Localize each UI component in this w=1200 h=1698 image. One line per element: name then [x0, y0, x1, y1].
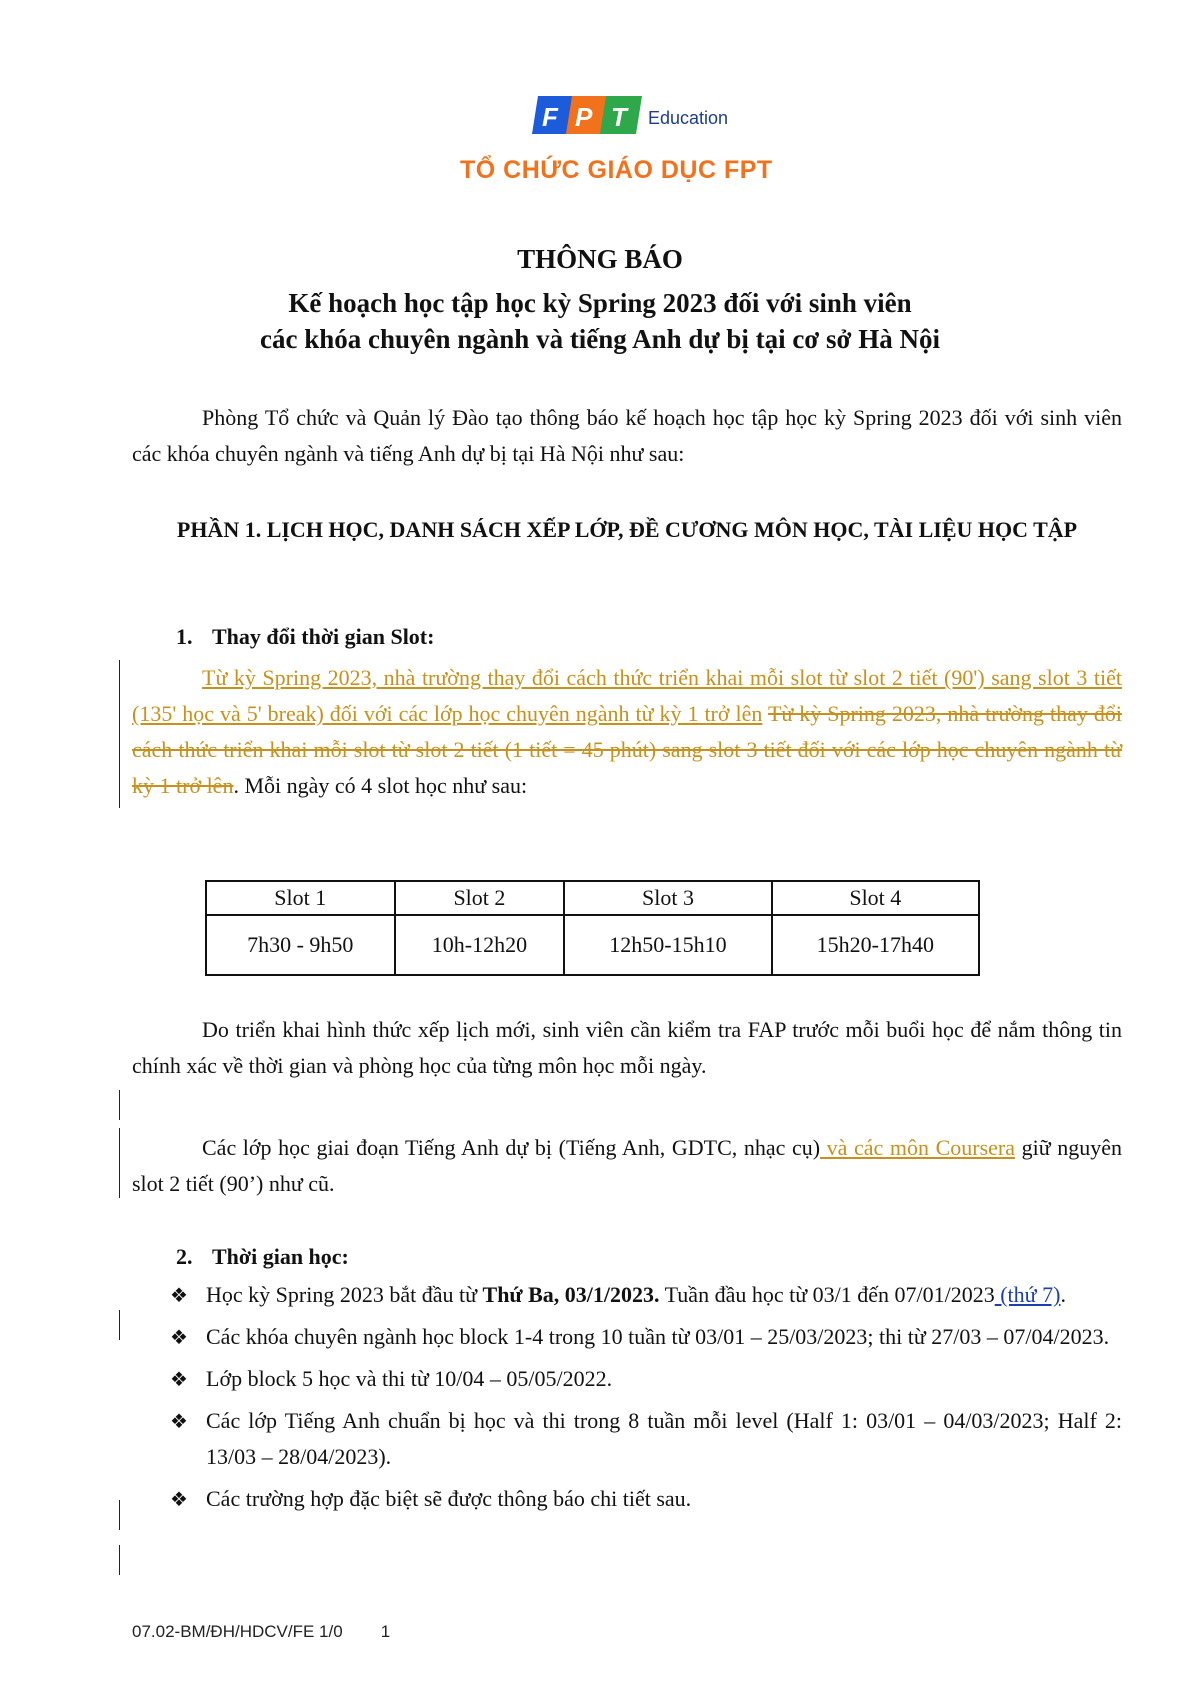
section2-heading [176, 1244, 349, 1270]
list-item [170, 1277, 1122, 1313]
intro-paragraph: Phòng Tổ chức và Quản lý Đào tạo thông báo kế hoạch học tập học kỳ Spring 2023 đối với sinh viên các khóa chuyên ngành và tiếng Anh dự bị tại Hà Nội như sau: [132, 405, 1122, 466]
form-code: 07.02-BM/ĐH/HDCV/FE 1/0 [132, 1622, 343, 1641]
logo-letter-p: P [575, 102, 593, 132]
list-item [170, 1481, 1122, 1517]
diamond-bullet-icon: ❖ [170, 1409, 188, 1433]
diamond-bullet-icon: ❖ [170, 1283, 188, 1307]
slot-time: 12h50-15h10 [564, 915, 771, 975]
bullet-text: Các khóa chuyên ngành học block 1-4 trong 10 tuần từ 03/01 – 25/03/2023; thi từ 27/03 – 07/04/2023. [206, 1324, 1110, 1349]
inserted-revision-text: Từ kỳ Spring 2023, nhà trường thay đổi cách thức triển khai mỗi slot từ slot 2 tiết (90') sang slot 3 tiết (135' học và 5' break) đối với các lớp học chuyên ngành từ kỳ 1 trở lên [132, 665, 1122, 726]
bullet-text: Các trường hợp đặc biệt sẽ được thông báo chi tiết sau. [206, 1486, 692, 1511]
logo-letter-f: F [542, 102, 558, 132]
revision-change-bar [119, 1500, 120, 1530]
diamond-bullet-icon: ❖ [170, 1367, 188, 1391]
slots-time-row [206, 915, 979, 975]
slots-header-row [206, 881, 979, 915]
slot-time: 15h20-17h40 [772, 915, 979, 975]
page-footer [132, 1622, 390, 1642]
bullet-text: . [1060, 1282, 1066, 1307]
section2-title: Thời gian học: [212, 1244, 349, 1269]
deleted-revision-text: Từ kỳ Spring 2023, nhà trường thay đổi cách thức triển khai mỗi slot từ slot 2 tiết (1 tiết = 45 phút) sang slot 3 tiết đối với các lớp học chuyên ngành từ kỳ 1 trở lên [132, 701, 1122, 798]
slot-header: Slot 1 [206, 881, 395, 915]
slot-header: Slot 4 [772, 881, 979, 915]
slots-table [205, 880, 980, 976]
inserted-revision-text: và các môn Coursera [820, 1135, 1016, 1160]
english-prep-paragraph [132, 1130, 1122, 1202]
section1-title: Thay đổi thời gian Slot: [212, 624, 435, 649]
doc-subtitle-line2: các khóa chuyên ngành và tiếng Anh dự bị tại cơ sở Hà Nội [260, 324, 940, 354]
logo-word: Education [648, 108, 729, 128]
diamond-bullet-icon: ❖ [170, 1487, 188, 1511]
bullet-text: Tuần đầu học từ 03/1 đến 07/01/2023 [659, 1282, 995, 1307]
fap-paragraph: Do triển khai hình thức xếp lịch mới, sinh viên cần kiểm tra FAP trước mỗi buổi học để nắm thông tin chính xác về thời gian và phòng học của từng môn học mỗi ngày. [132, 1017, 1122, 1078]
logo-letter-t: T [611, 102, 627, 132]
slot-header: Slot 3 [564, 881, 771, 915]
inserted-revision-text: (thứ 7) [994, 1282, 1061, 1307]
list-item [170, 1361, 1122, 1397]
title-block [0, 244, 1200, 357]
slot-change-trailing: . Mỗi ngày có 4 slot học như sau: [233, 773, 528, 798]
diamond-bullet-icon: ❖ [170, 1325, 188, 1349]
list-item [170, 1319, 1122, 1355]
doc-subtitle-line1: Kế hoạch học tập học kỳ Spring 2023 đối với sinh viên [288, 288, 912, 318]
slot-change-paragraph [132, 660, 1122, 804]
slot-header: Slot 2 [395, 881, 565, 915]
bullet-text: Các lớp Tiếng Anh chuẩn bị học và thi trong 8 tuần mỗi level (Half 1: 03/01 – 04/03/2023; Half 2: 13/03 – 28/04/2023). [206, 1408, 1122, 1469]
slot-time: 7h30 - 9h50 [206, 915, 395, 975]
section1-heading [176, 624, 434, 650]
revision-change-bar [119, 1545, 120, 1575]
org-name: TỔ CHỨC GIÁO DỤC FPT [460, 156, 773, 184]
bullet-text: Học kỳ Spring 2023 bắt đầu từ [206, 1282, 483, 1307]
section2-number: 2. [176, 1244, 193, 1269]
bullet-text: Lớp block 5 học và thi từ 10/04 – 05/05/2022. [206, 1366, 613, 1391]
revision-change-bar [119, 1128, 120, 1198]
schedule-bullet-list [170, 1277, 1122, 1523]
english-prep-text-after: giữ nguyên slot 2 tiết (90’) như cũ. [132, 1135, 1122, 1196]
section1-number: 1. [176, 624, 193, 649]
slot-time: 10h-12h20 [395, 915, 565, 975]
revision-change-bar [119, 1090, 120, 1120]
english-prep-text: Các lớp học giai đoạn Tiếng Anh dự bị (Tiếng Anh, GDTC, nhạc cụ) [202, 1135, 821, 1160]
doc-title: THÔNG BÁO [517, 244, 683, 274]
revision-change-bar [119, 660, 120, 808]
part1-heading: PHẦN 1. LỊCH HỌC, DANH SÁCH XẾP LỚP, ĐỀ CƯƠNG MÔN HỌC, TÀI LIỆU HỌC TẬP [176, 517, 1078, 542]
start-date-bold: Thứ Ba, 03/1/2023. [482, 1282, 660, 1307]
page-number: 1 [380, 1622, 391, 1641]
revision-change-bar [119, 1310, 120, 1340]
list-item [170, 1403, 1122, 1475]
